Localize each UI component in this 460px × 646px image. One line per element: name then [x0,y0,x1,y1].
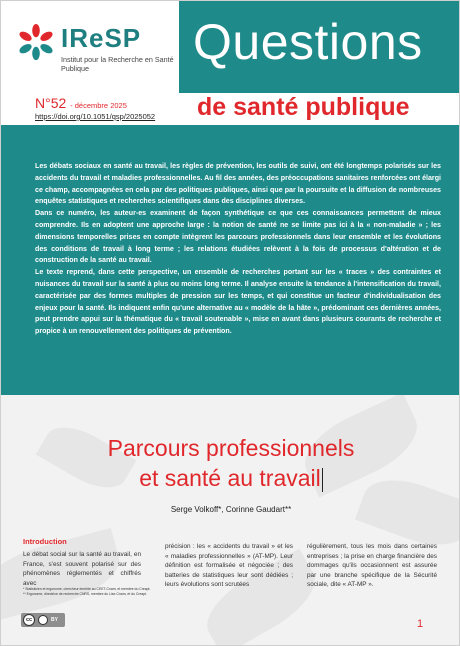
creative-commons-badge [21,613,65,627]
authors: Serge Volkoff*, Corinne Gaudart** [170,505,292,514]
article-title [1,433,460,493]
doi-link[interactable]: https://doi.org/10.1051/qsp/2025052 [35,112,156,121]
logo-name: IReSP [61,23,142,53]
cc-by-label: BY [51,617,58,623]
intro-heading: Introduction [23,537,67,546]
page-number: 1 [417,618,424,630]
article-title-line2-wrap [1,463,460,493]
body-column-2: précision : les « accidents du travail » et les « maladies professionnelles » (AT-MP). Leur définition est formalisée et négociée ; des batteries de statistiques leur sont dédiées ; leurs évolutions sont scrutées [165,543,293,589]
issue-label: N°52 [35,95,67,111]
abstract-block [1,125,460,395]
attribution-person-icon [38,615,48,625]
abstract-paragraph: Le texte reprend, dans cette perspective, un ensemble de recherches portant sur les « traces » des contraintes et nuisances du travail sur la santé à plus ou moins long terme. Il analyse ensuite la tendance à l'intensification du travail, caractérisée par des formes multiples de pression sur les temps, et qui constitue un facteur d'individualisation des enjeux pour la santé. Ils indiquent enfin qu'une alternative au « modèle de la hâte », prédominant ces dernières années, peut prendre appui sur la thématique du « travail soutenable », mise en avant dans plusieurs courants de recherche et propice à un renouvellement des politiques de prévention. [35,268,441,336]
text-cursor [322,468,323,492]
footnote: ** Ergonome, directrice de recherche CNRS, membre du Lise-Cnam, et du Creapt. [23,592,147,597]
footnotes [23,587,155,597]
iresp-logo [1,1,179,93]
leaf-cluster-icon [17,23,55,61]
issue-date: - décembre 2025 [70,101,127,110]
cc-icon: cc [23,614,35,626]
logo-subtitle: Institut pour la Recherche en Santé Publique [61,55,174,73]
footnote: * Statisticien et ergonome, chercheur émérite au CEET-Cnam, et membre du Creapt. [23,587,151,591]
series-subtitle: de santé publique [197,93,410,121]
article-title-line1: Parcours professionnels [107,435,355,461]
article-title-line2: et santé au travail [139,465,321,491]
body-column-1: Le débat social sur la santé au travail, en France, s'est souvent polarisé sur des phénomènes réglementés et chiffrés avec [23,551,141,587]
body-column-3: régulièrement, tous les mois dans certaines entreprises ; la prise en charge financière des dommages qu'ils occasionnent est assurée par une branche spécifique de la Sécurité sociale, dite « AT-MP ». [307,543,437,589]
series-title: Questions [193,14,423,70]
abstract-paragraph: Dans ce numéro, les auteur-es examinent de façon synthétique ce que ces connaissances permettent de mieux comprendre. Ils en adoptent une approche large : la notion de santé ne se limite pas ici à la « non-maladie » ; les dimensions temporelles prises en compte intègrent les parcours professionnels dans leur ensemble et les évolutions des conditions de travail à long terme ; les relations étudiées relèvent à la fois de processus d'altération et de construction de la santé au travail. [35,209,441,265]
abstract-paragraph: Les débats sociaux en santé au travail, les règles de prévention, les outils de suivi, ont été longtemps polarisés sur les accidents du travail et maladies professionnelles. Au fil des années, des préoccupations sanitaires renforcées ont élargi ce champ, accompagnées en cela par des politiques publiques, ainsi que par la poursuite et la diffusion de nombreuses enquêtes statistiques et recherches scientifiques dans des disciplines diverses. [35,162,441,206]
